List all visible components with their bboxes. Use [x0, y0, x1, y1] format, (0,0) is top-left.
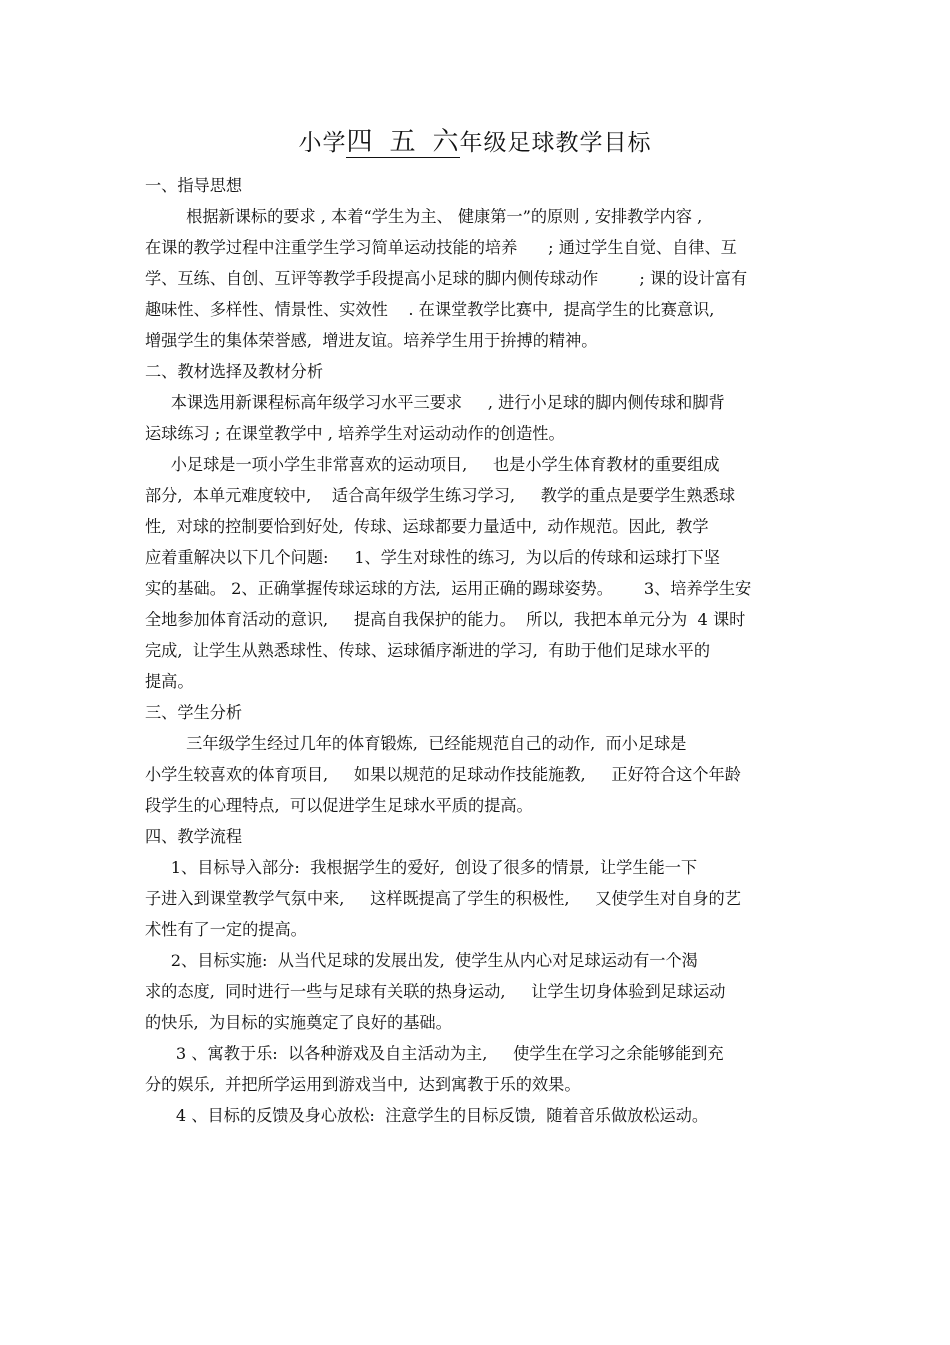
- heading-student-analysis: 三、学生分析: [145, 703, 243, 722]
- paragraph-line: 全地参加体育活动的意识, 提高自我保护的能力。 所以, 我把本单元分为 4 课时: [145, 610, 746, 629]
- paragraph-line: 1、目标导入部分: 我根据学生的爱好, 创设了很多的情景, 让学生能一下: [145, 858, 698, 877]
- title-grade-4: 四: [346, 127, 374, 157]
- paragraph-line: 实的基础。 2、正确掌握传球运球的方法, 运用正确的踢球姿势。 3、培养学生安: [145, 579, 752, 598]
- paragraph-line: 部分, 本单元难度较中, 适合高年级学生练习学习, 教学的重点是要学生熟悉球: [145, 486, 736, 505]
- paragraph-line: 子进入到课堂教学气氛中来, 这样既提高了学生的积极性, 又使学生对自身的艺: [145, 889, 741, 908]
- paragraph-line: 提高。: [145, 672, 194, 691]
- paragraph-line: 求的态度, 同时进行一些与足球有关联的热身运动, 让学生切身体验到足球运动: [145, 982, 726, 1001]
- paragraph-line: 分的娱乐, 并把所学运用到游戏当中, 达到寓教于乐的效果。: [145, 1075, 581, 1094]
- paragraph-line: 在课的教学过程中注重学生学习简单运动技能的培养 ; 通过学生自觉、自律、互: [145, 238, 737, 257]
- paragraph-line: 根据新课标的要求 , 本着“学生为主、 健康第一”的原则 , 安排教学内容 ,: [145, 207, 703, 226]
- paragraph-line: 3 、寓教于乐: 以各种游戏及自主活动为主, 使学生在学习之余能够能到充: [145, 1044, 724, 1063]
- paragraph-line: 小学生较喜欢的体育项目, 如果以规范的足球动作技能施教, 正好符合这个年龄: [145, 765, 741, 784]
- paragraph-line: 性, 对球的控制要恰到好处, 传球、运球都要力量适中, 动作规范。因此, 教学: [145, 517, 709, 536]
- paragraph-line: 本课选用新课程标高年级学习水平三要求 , 进行小足球的脚内侧传球和脚背: [145, 393, 725, 412]
- document-body: [145, 170, 810, 1131]
- paragraph-line: 应着重解决以下几个问题: 1、学生对球性的练习, 为以后的传球和运球打下坚: [145, 548, 720, 567]
- paragraph-line: 小足球是一项小学生非常喜欢的运动项目, 也是小学生体育教材的重要组成: [145, 455, 720, 474]
- title-grade-underlined: [346, 127, 460, 158]
- paragraph-line: 完成, 让学生从熟悉球性、传球、运球循序渐进的学习, 有助于他们足球水平的: [145, 641, 711, 660]
- paragraph-line: 2、目标实施: 从当代足球的发展出发, 使学生从内心对足球运动有一个渴: [145, 951, 698, 970]
- paragraph-line: 增强学生的集体荣誉感, 增进友谊。培养学生用于拚搏的精神。: [145, 331, 598, 350]
- heading-teaching-process: 四、教学流程: [145, 827, 243, 846]
- heading-material-analysis: 二、教材选择及教材分析: [145, 362, 324, 381]
- paragraph-line: 段学生的心理特点, 可以促进学生足球水平质的提高。: [145, 796, 533, 815]
- paragraph-line: 趣味性、多样性、情景性、实效性 . 在课堂教学比赛中, 提高学生的比赛意识,: [145, 300, 715, 319]
- title-grade-5: 五: [389, 127, 417, 157]
- title-prefix: 小学: [298, 130, 347, 156]
- paragraph-line: 的快乐, 为目标的实施奠定了良好的基础。: [145, 1013, 452, 1032]
- title-suffix: 年级足球教学目标: [459, 130, 652, 156]
- title-grade-6: 六: [432, 127, 460, 157]
- paragraph-line: 三年级学生经过几年的体育锻炼, 已经能规范自己的动作, 而小足球是: [145, 734, 687, 753]
- document-title: [0, 124, 950, 161]
- paragraph-line: 术性有了一定的提高。: [145, 920, 307, 939]
- paragraph-line: 4 、目标的反馈及身心放松: 注意学生的目标反馈, 随着音乐做放松运动。: [145, 1106, 709, 1125]
- heading-guiding-ideology: 一、指导思想: [145, 176, 243, 195]
- paragraph-line: 运球练习 ; 在课堂教学中 , 培养学生对运动动作的创造性。: [145, 424, 565, 443]
- paragraph-line: 学、互练、自创、互评等教学手段提高小足球的脚内侧传球动作 ; 课的设计富有: [145, 269, 748, 288]
